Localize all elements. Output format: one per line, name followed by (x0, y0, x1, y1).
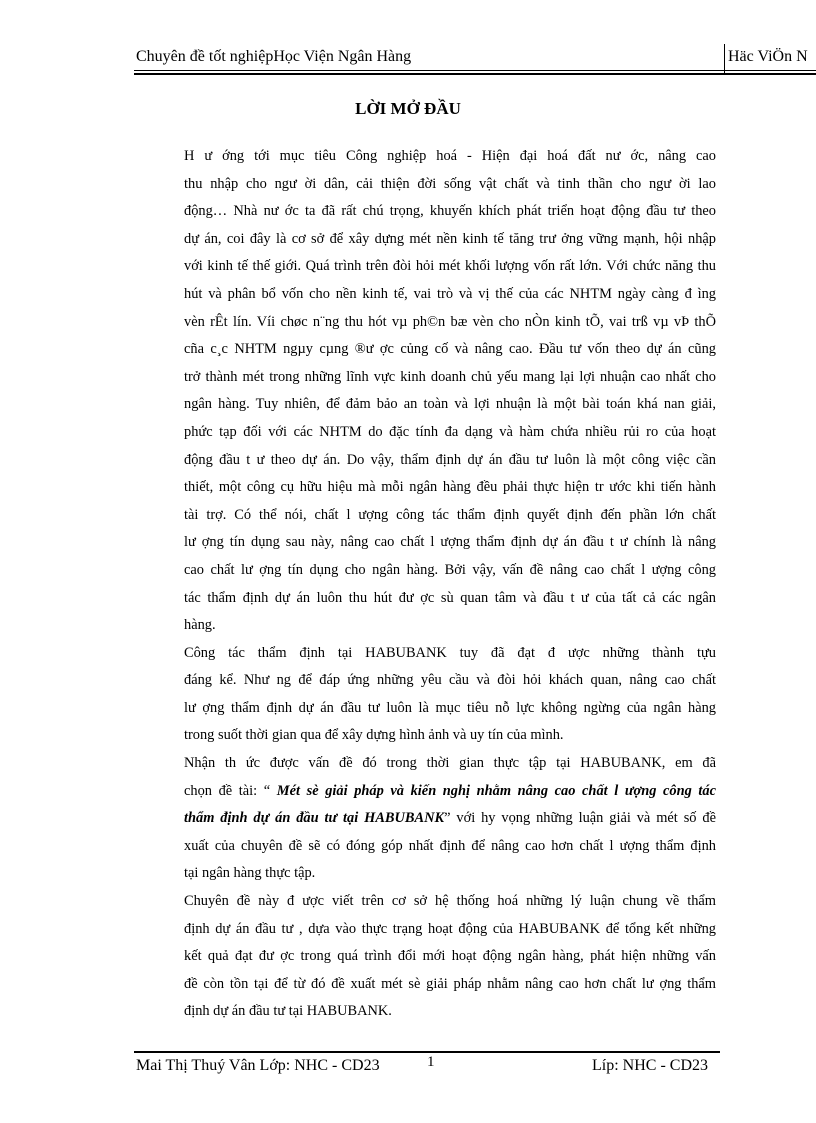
header-rule-thin (134, 70, 816, 71)
footer-right-text: Líp: NHC - CD23 (592, 1057, 708, 1074)
text-line: định dự án đầu tư tại HABUBANK. (184, 1003, 392, 1020)
paragraph-2 (136, 640, 716, 750)
paragraph-1 (136, 143, 716, 640)
text-line: dự án, coi đây là cơ sở để xây dựng mét nền kinh tế tăng trư ởng vững mạnh, hội nhập (184, 230, 716, 247)
text-run: chọn đề tài: “ (184, 782, 277, 799)
text-line: Chuyên đề này đ ược viết trên cơ sở hệ thống hoá những lý luận chung về thẩm (184, 893, 716, 910)
text-line: trở thành mét trong những lĩnh vực kinh doanh chủ yếu mang lại lợi nhuận cao nhất cho (184, 368, 716, 385)
text-line: tác thẩm định dự án luôn thu hút đư ợc sù quan tâm và đầu t ư của tất cả các ngân (184, 589, 716, 606)
document-body (136, 143, 716, 1026)
text-line: lư ợng thẩm định dự án đầu tư luôn là mục tiêu nỗ lực không ngừng của ngân hàng (184, 699, 716, 716)
thesis-topic-title: Mét sè giải pháp và kiến nghị nhằm nâng cao chất l ượng công tác (276, 782, 717, 799)
text-line: phức tạp đối với các NHTM do đặc tính đa dạng và hàm chứa nhiều rủi ro của hoạt (184, 423, 716, 440)
page-number: 1 (427, 1054, 435, 1070)
text-line: định dự án đầu tư , dựa vào thực trạng hoạt động của HABUBANK để tổng kết những (184, 920, 716, 937)
text-line: với kinh tế thế giới. Quá trình trên đòi hỏi mét khối lượng vốn rất lớn. Với chức năng thu (184, 258, 716, 275)
text-line (136, 778, 716, 806)
header-rule-thick (134, 73, 816, 75)
text-line: cao chất lư ợng tín dụng cho ngân hàng. Bởi vậy, vấn đề nâng cao chất l ượng công (184, 561, 716, 578)
text-line: thiết, một công cụ hữu hiệu mà mỗi ngân hàng đều phải thực hiện tr ước khi tiến hành (184, 479, 716, 496)
text-line: Công tác thẩm định tại HABUBANK tuy đã đạt đ ược những thành tựu (184, 644, 716, 661)
text-line: hút và phân bổ vốn cho nền kinh tế, vai trò và vị thế của các NHTM ngày càng đ ìng (184, 285, 716, 302)
text-line: cña c¸c NHTM ngµy cµng ®ư ợc củng cố và nâng cao. Đầu tư vốn theo dự án cũng (184, 341, 716, 358)
text-line: trong suốt thời gian qua để xây dựng hình ảnh và uy tín của mình. (184, 727, 564, 744)
page-title: LỜI MỞ ĐẦU (355, 99, 461, 118)
text-line: thu nhập cho ngư ời dân, cải thiện đời sống vật chất và tinh thần cho ngư ời lao (184, 175, 716, 192)
text-line: xuất của chuyên đề sẽ có đóng góp nhất định để nâng cao hơn chất l ượng thẩm định (184, 837, 716, 854)
paragraph-4 (136, 888, 716, 1026)
footer-rule (134, 1051, 720, 1053)
text-line: Nhận th ức được vấn đề đó trong thời gian thực tập tại HABUBANK, em đã (184, 755, 716, 772)
text-line: lư ợng tín dụng sau này, nâng cao chất l ượng thẩm định dự án đầu t ư chính là nâng (184, 534, 716, 551)
text-line: tại ngân hàng thực tập. (184, 865, 316, 882)
text-line (136, 805, 716, 833)
text-line: đáng kể. Như ng để đáp ứng những yêu cầu và đòi hỏi khách quan, nâng cao chất (184, 672, 716, 689)
text-line: ngân hàng. Tuy nhiên, để đảm bảo an toàn và lợi nhuận là một bài toán khá nan giải, (184, 396, 716, 413)
header-right-text: Häc ViÖn N (728, 48, 808, 65)
text-line: động… Nhà nư ớc ta đã rất chú trọng, khuyến khích phát triển hoạt động đầu tư theo (184, 203, 716, 220)
thesis-topic-title: thẩm định dự án đầu tư tại HABUBANK (184, 810, 445, 827)
text-line: hàng. (184, 617, 216, 634)
footer-left-text: Mai Thị Thuý Vân Lớp: NHC - CD23 (136, 1057, 380, 1074)
text-line: đề còn tồn tại để từ đó đề xuất mét sè giải pháp nhằm nâng cao hơn chất lư ợng thẩm (184, 975, 716, 992)
text-line: vèn rÊt lín. Víi chøc n¨ng thu hót vµ ph©n bæ vèn cho nÒn kinh tÕ, vai trß vµ vÞ thÕ (184, 313, 716, 330)
paragraph-3 (136, 750, 716, 888)
text-line: động đầu t ư theo dự án. Do vậy, thẩm định dự án đầu tư luôn là một công việc cần (184, 451, 716, 468)
text-line: H ư ớng tới mục tiêu Công nghiệp hoá - Hiện đại hoá đất nư ớc, nâng cao (184, 148, 716, 164)
text-line: tài trợ. Có thể nói, chất l ượng công tác thẩm định quyết định đến phần lớn chất (184, 506, 716, 523)
header-left-text: Chuyên đề tốt nghiệpHọc Viện Ngân Hàng (136, 48, 412, 65)
text-line: kết quả đạt đư ợc trong quá trình đổi mới hoạt động ngân hàng, phát hiện những vấn (184, 948, 716, 965)
text-run: ” với hy vọng những luận giải và mét số đề (444, 810, 716, 827)
